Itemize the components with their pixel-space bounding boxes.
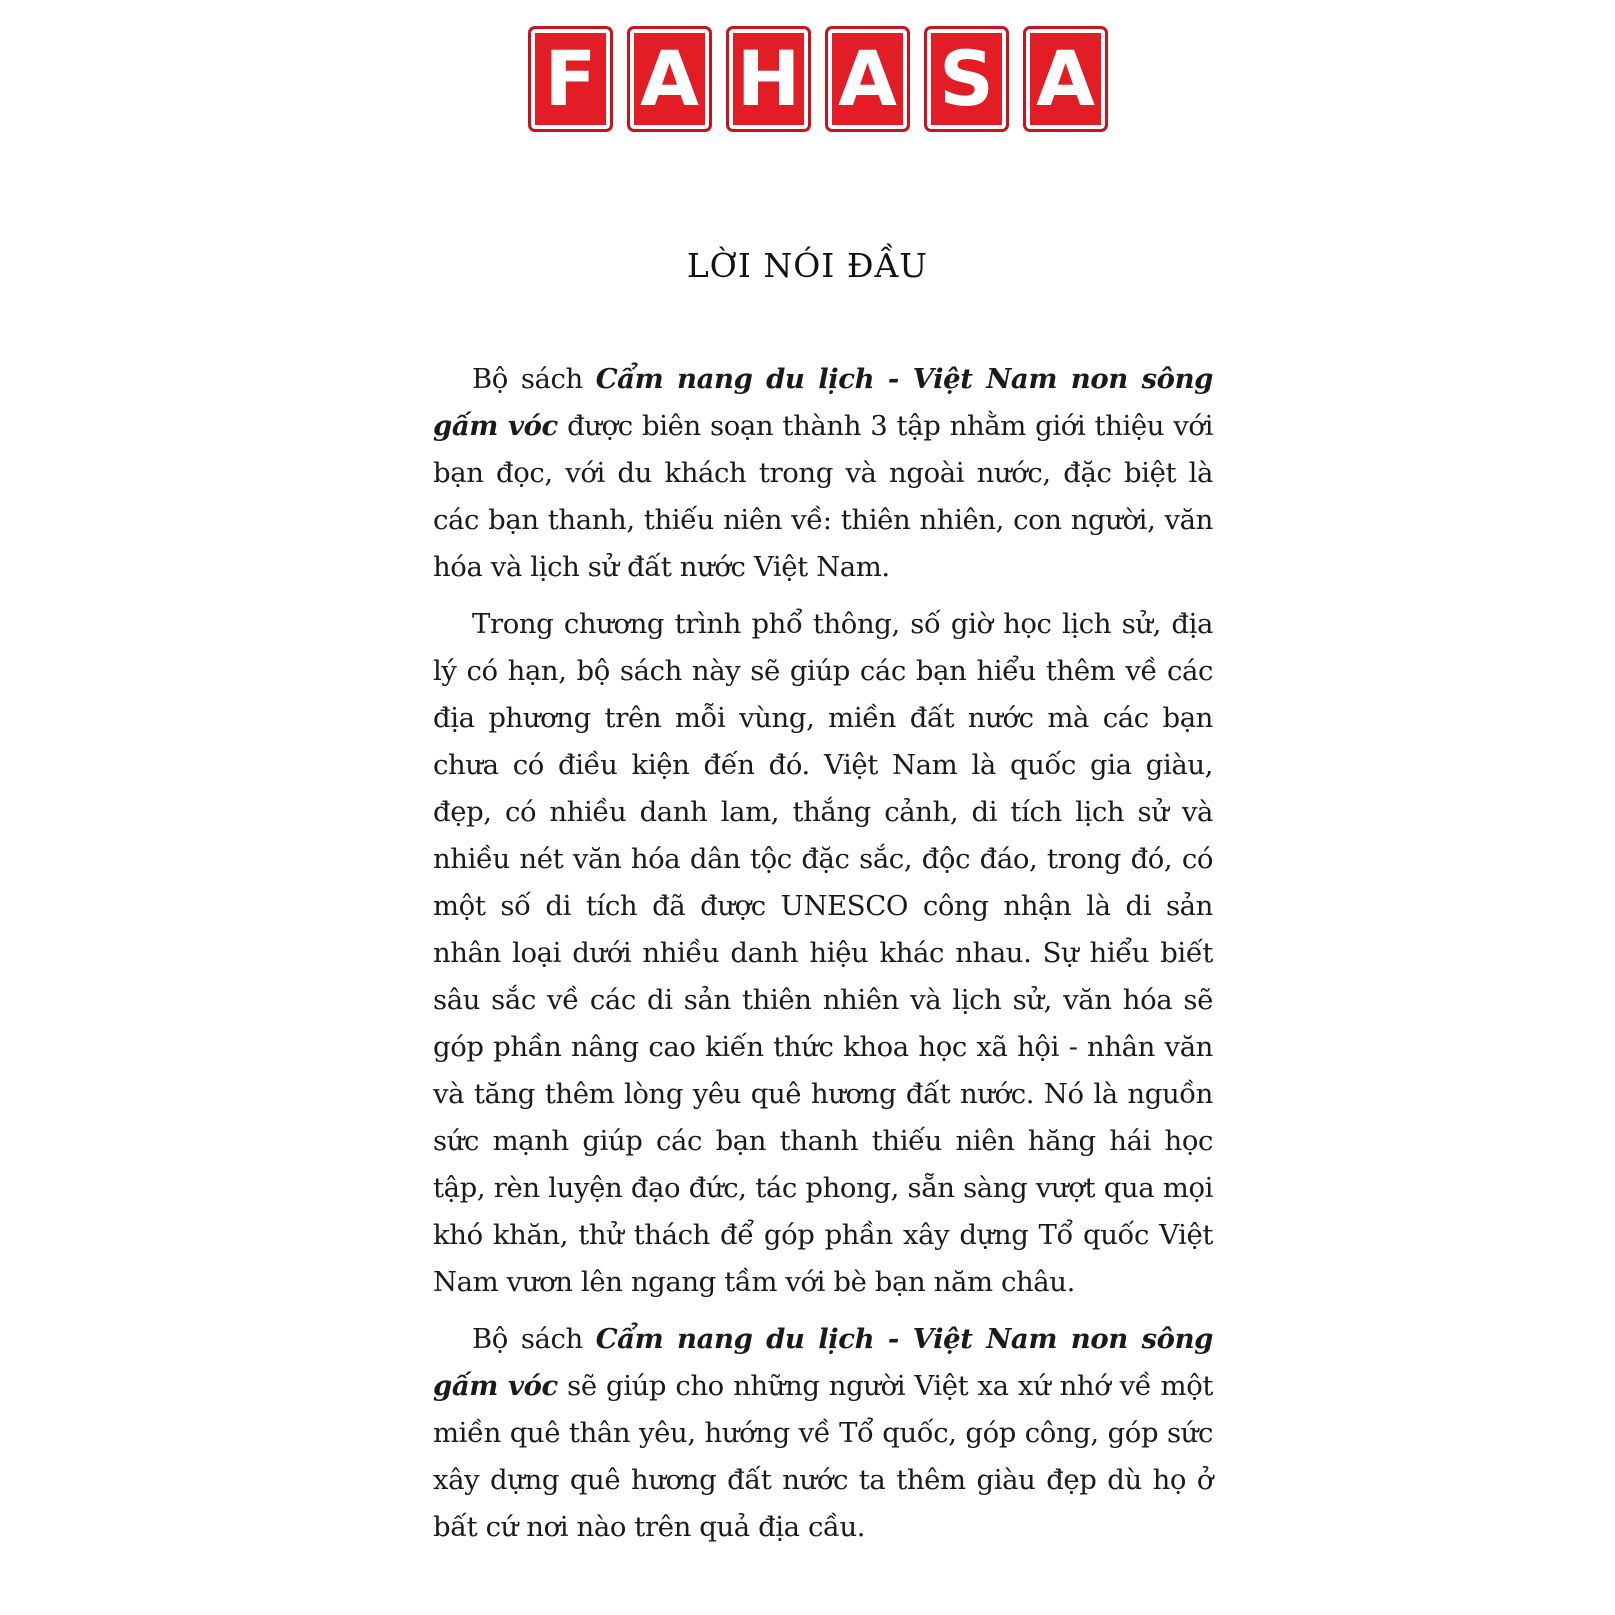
logo-letter-a: A bbox=[825, 26, 910, 132]
page-title: LỜI NÓI ĐẦU bbox=[686, 246, 929, 285]
preface-body bbox=[433, 356, 1213, 1561]
logo-letter-a: A bbox=[627, 26, 712, 132]
paragraph-2 bbox=[433, 601, 1213, 1306]
paragraph-1 bbox=[433, 356, 1213, 591]
paragraph-text: Trong chương trình phổ thông, số giờ học lịch sử, địa lý có hạn, bộ sách này sẽ giúp các bạn hiểu thêm về các địa phương trên mỗi vùng, miền đất nước mà các bạn chưa có điều kiện đến đó. Việt Nam là quốc gia giàu, đẹp, có nhiều danh lam, thắng cảnh, di tích lịch sử và nhiều nét văn hóa dân tộc đặc sắc, độc đáo, trong đó, có một số di tích đã được UNESCO công nhận là di sản nhân loại dưới nhiều danh hiệu khác nhau. Sự hiểu biết sâu sắc về các di sản thiên nhiên và lịch sử, văn hóa sẽ góp phần nâng cao kiến thức khoa học xã hội - nhân văn và tăng thêm lòng yêu quê hương đất nước. Nó là nguồn sức mạnh giúp các bạn thanh thiếu niên hăng hái học tập, rèn luyện đạo đức, tác phong, sẵn sàng vượt qua mọi khó khăn, thử thách để góp phần xây dựng Tổ quốc Việt Nam vươn lên ngang tầm với bè bạn năm châu. bbox=[433, 608, 1213, 1298]
fahasa-logo bbox=[528, 26, 1108, 132]
book-title: Cẩm nang du lịch - Việt Nam non sông gấm vóc bbox=[433, 1323, 1213, 1402]
paragraph-3 bbox=[433, 1316, 1213, 1551]
paragraph-text: sẽ giúp cho những người Việt xa xứ nhớ về một miền quê thân yêu, hướng về Tổ quốc, góp công, góp sức xây dựng quê hương đất nước ta thêm giàu đẹp dù họ ở bất cứ nơi nào trên quả địa cầu. bbox=[433, 1370, 1213, 1543]
logo-letter-h: H bbox=[726, 26, 811, 132]
paragraph-lead: Bộ sách bbox=[472, 1323, 596, 1355]
logo-letter-a: A bbox=[1023, 26, 1108, 132]
paragraph-lead: Bộ sách bbox=[472, 363, 596, 395]
paragraph-text: được biên soạn thành 3 tập nhằm giới thiệu với bạn đọc, với du khách trong và ngoài nước, đặc biệt là các bạn thanh, thiếu niên về: thiên nhiên, con người, văn hóa và lịch sử đất nước Việt Nam. bbox=[433, 410, 1213, 583]
logo-letter-s: S bbox=[924, 26, 1009, 132]
logo-letter-f: F bbox=[528, 26, 613, 132]
book-title: Cẩm nang du lịch - Việt Nam non sông gấm vóc bbox=[433, 363, 1213, 442]
